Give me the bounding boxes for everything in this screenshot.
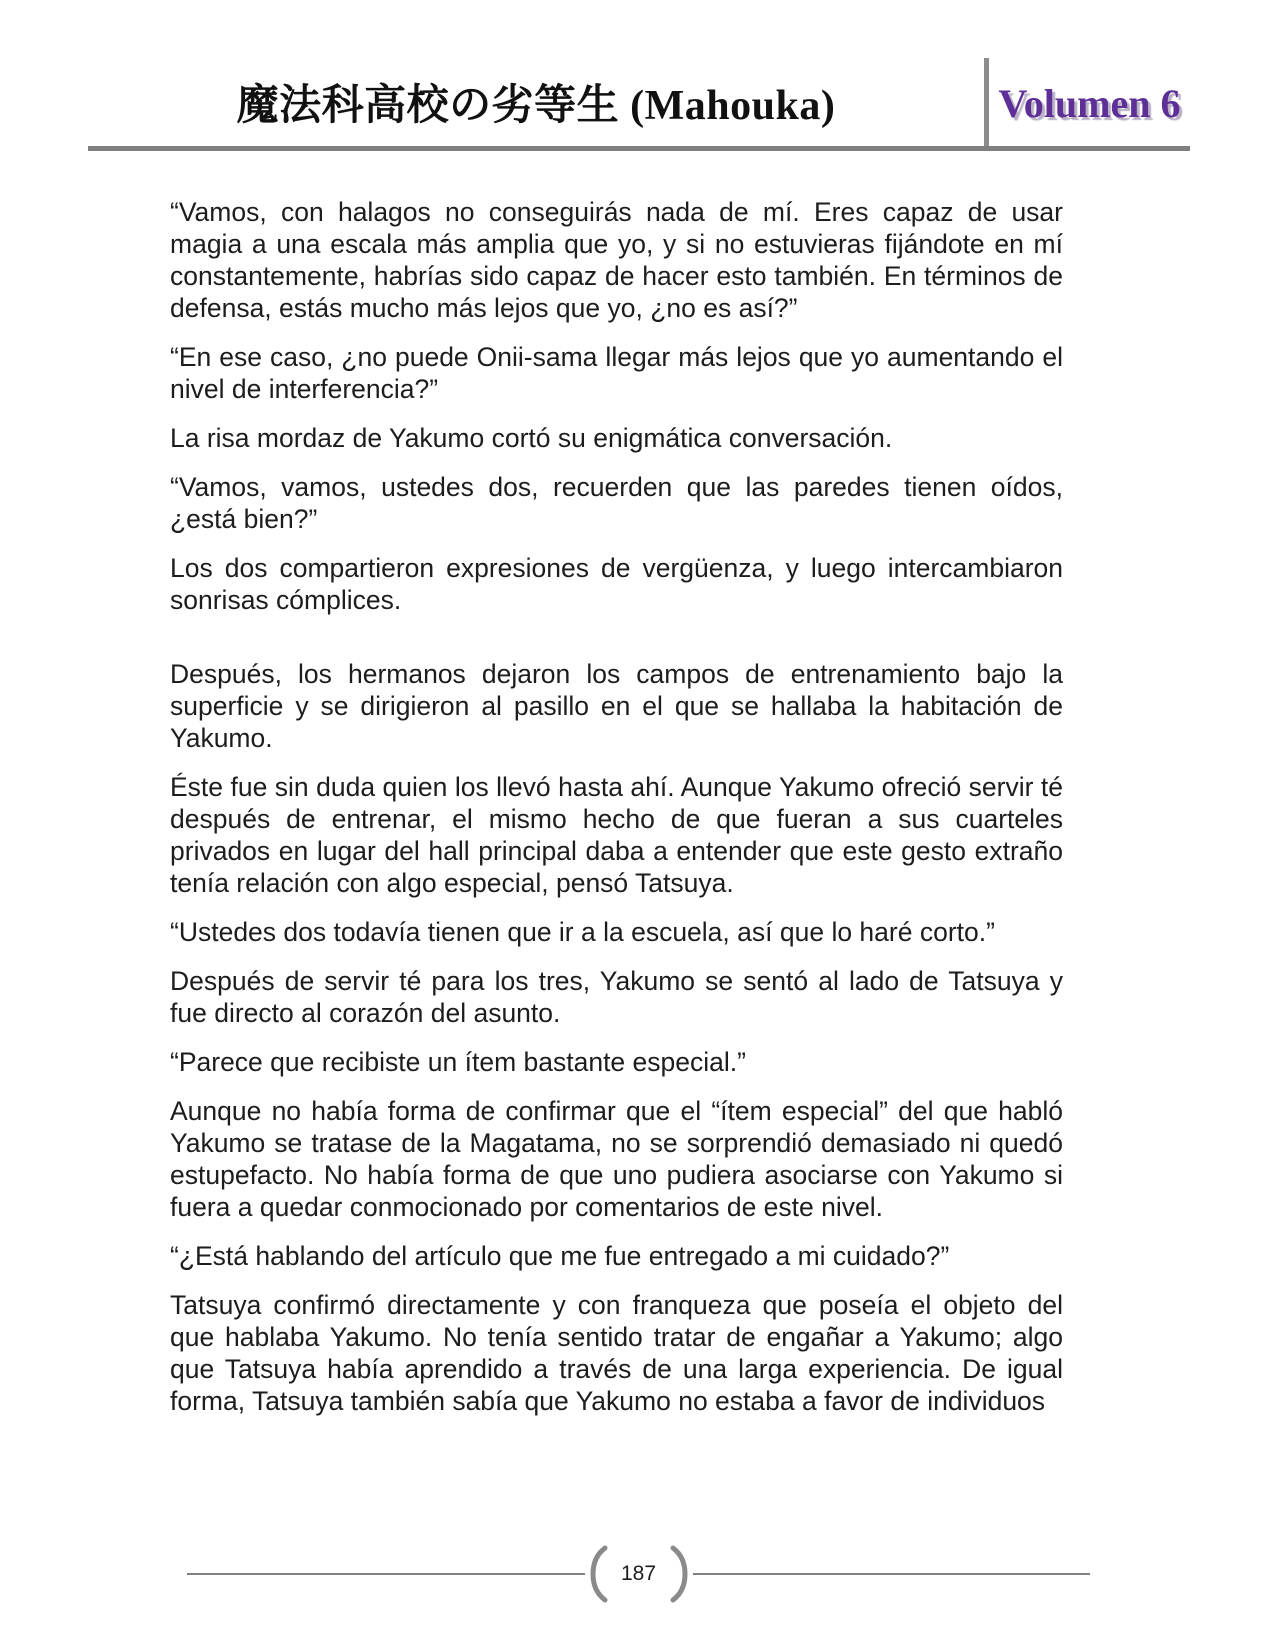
paragraph: Después de servir té para los tres, Yakumo se sentó al lado de Tatsuya y fue directo al corazón del asunto. <box>170 966 1063 1028</box>
volume-label: Volumen 6 <box>998 80 1181 126</box>
paragraph: “En ese caso, ¿no puede Onii-sama llegar más lejos que yo aumentando el nivel de interferencia?” <box>170 342 1063 404</box>
header-rule <box>88 146 1190 151</box>
paragraph: La risa mordaz de Yakumo cortó su enigmática conversación. <box>170 423 893 453</box>
document-title: 魔法科高校の劣等生 (Mahouka) <box>236 83 836 129</box>
page-footer <box>187 1544 1090 1604</box>
page-bracket-left-icon <box>585 1544 609 1604</box>
paragraph: “¿Está hablando del artículo que me fue entregado a mi cuidado?” <box>170 1241 950 1271</box>
paragraph: “Ustedes dos todavía tienen que ir a la escuela, así que lo haré corto.” <box>170 917 995 947</box>
footer-rule-right <box>693 1573 1091 1575</box>
paragraph: “Vamos, con halagos no conseguirás nada de mí. Eres capaz de usar magia a una escala más amplia que yo, y si no estuvieras fijándote en mí constantemente, habrías sido capaz de hacer esto también. En términos de defensa, estás mucho más lejos que yo, ¿no es así?” <box>170 197 1063 323</box>
page-bracket-right-icon <box>669 1544 693 1604</box>
paragraph: Después, los hermanos dejaron los campos de entrenamiento bajo la superficie y se dirigieron al pasillo en el que se hallaba la habitación de Yakumo. <box>170 659 1063 753</box>
footer-rule-left <box>187 1573 585 1575</box>
header-title-cell <box>88 72 984 132</box>
page-text-column <box>170 196 1063 1417</box>
header-volume-cell <box>989 78 1190 127</box>
paragraph: Aunque no había forma de confirmar que el “ítem especial” del que habló Yakumo se tratase de la Magatama, no se sorprendió demasiado ni quedó estupefacto. No había forma de que uno pudiera asociarse con Yakumo si fuera a quedar conmocionado por comentarios de este nivel. <box>170 1096 1063 1222</box>
page-header <box>88 58 1190 146</box>
paragraph: Éste fue sin duda quien los llevó hasta ahí. Aunque Yakumo ofreció servir té después de entrenar, el mismo hecho de que fueran a sus cuarteles privados en lugar del hall principal daba a entender que este gesto extraño tenía relación con algo especial, pensó Tatsuya. <box>170 772 1063 898</box>
paragraph: Tatsuya confirmó directamente y con franqueza que poseía el objeto del que hablaba Yakumo. No tenía sentido tratar de engañar a Yakumo; algo que Tatsuya había aprendido a través de una larga experiencia. De igual forma, Tatsuya también sabía que Yakumo no estaba a favor de individuos <box>170 1290 1063 1416</box>
paragraph: “Parece que recibiste un ítem bastante especial.” <box>170 1047 746 1077</box>
paragraph: “Vamos, vamos, ustedes dos, recuerden que las paredes tienen oídos, ¿está bien?” <box>170 472 1063 534</box>
page-number: 187 <box>620 1562 657 1585</box>
paragraph: Los dos compartieron expresiones de vergüenza, y luego intercambiaron sonrisas cómplices. <box>170 553 1063 615</box>
